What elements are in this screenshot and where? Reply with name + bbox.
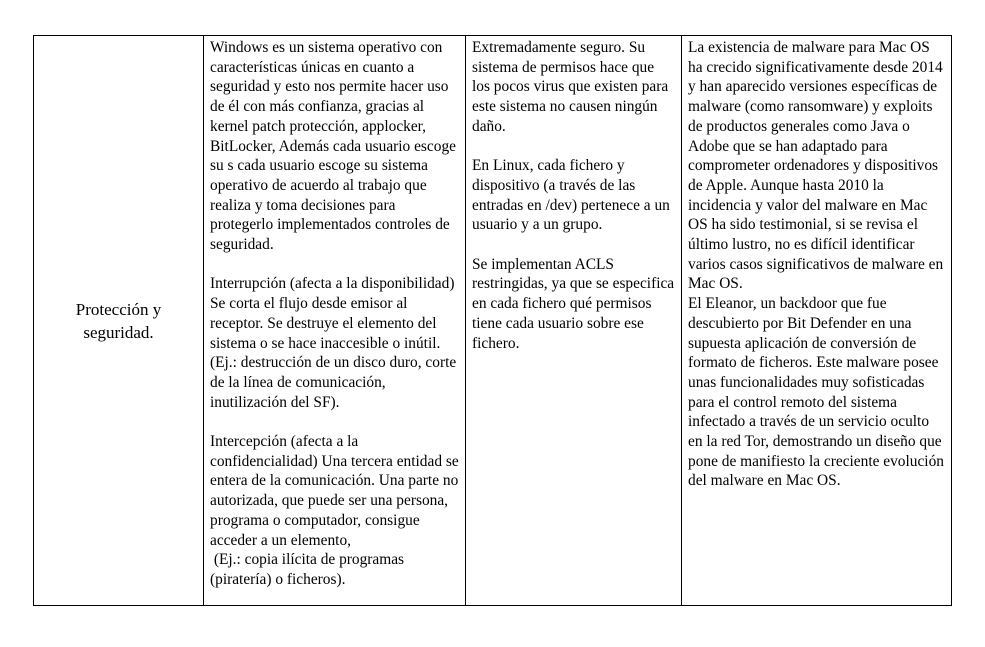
- macos-cell: [682, 36, 952, 606]
- linux-cell: [466, 36, 682, 606]
- comparison-table: [33, 35, 952, 606]
- windows-paragraph-1: Windows es un sistema operativo con características únicas en cuanto a seguridad y esto nos permite hacer uso de él con más confianza, gracias al kernel patch protección, applocker, BitLocker, Además cada usuario escoge su s cada usuario escoge su sistema operativo de acuerdo al trabajo que realiza y toma decisiones para protegerlo implementados controles de seguridad.: [210, 39, 456, 254]
- linux-paragraph-3: Se implementan ACLS restringidas, ya que se especifica en cada fichero qué permisos tiene cada usuario sobre ese fichero.: [472, 255, 675, 352]
- row-label: Protección y seguridad.: [75, 299, 162, 342]
- row-label-cell: [34, 36, 204, 606]
- windows-cell: [204, 36, 466, 606]
- table-row: [34, 36, 952, 606]
- macos-paragraph-2: El Eleanor, un backdoor que fue descubierto por Bit Defender en una supuesta aplicación de conversión de formato de ficheros. Este malware posee unas funcionalidades muy sofisticadas para el control remoto del sistema infectado a través de un servicio oculto en la red Tor, demostrando un diseño que pone de manifiesto la creciente evolución del malware en Mac OS.: [688, 295, 944, 490]
- linux-paragraph-2: En Linux, cada fichero y dispositivo (a través de las entradas en /dev) pertenece a un usuario y a un grupo.: [472, 157, 670, 234]
- windows-paragraph-3: Intercepción (afecta a la confidencialidad) Una tercera entidad se entera de la comunicación. Una parte no autorizada, que puede ser una persona, programa o computador, consigue acceder a un elemento,: [210, 433, 459, 549]
- linux-paragraph-1: Extremadamente seguro. Su sistema de permisos hace que los pocos virus que existen para este sistema no causen ningún daño.: [472, 39, 669, 135]
- windows-paragraph-3-example: (Ej.: copia ilícita de programas (piratería) o ficheros).: [210, 551, 408, 588]
- windows-paragraph-2: Interrupción (afecta a la disponibilidad) Se corta el flujo desde emisor al receptor. Se destruye el elemento del sistema o se hace inaccesible o inútil. (Ej.: destrucción de un disco duro, corte de la línea de comunicación, inutilización del SF).: [210, 275, 457, 411]
- macos-paragraph-1: La existencia de malware para Mac OS ha crecido significativamente desde 2014 y han aparecido versiones específicas de malware (como ransomware) y exploits de productos generales como Java o Adobe que se han adaptado para comprometer ordenadores y dispositivos de Apple. Aunque hasta 2010 la incidencia y valor del malware en Mac OS ha sido testimonial, si se revisa el último lustro, no es difícil identificar varios casos significativos de malware en Mac OS.: [688, 39, 944, 293]
